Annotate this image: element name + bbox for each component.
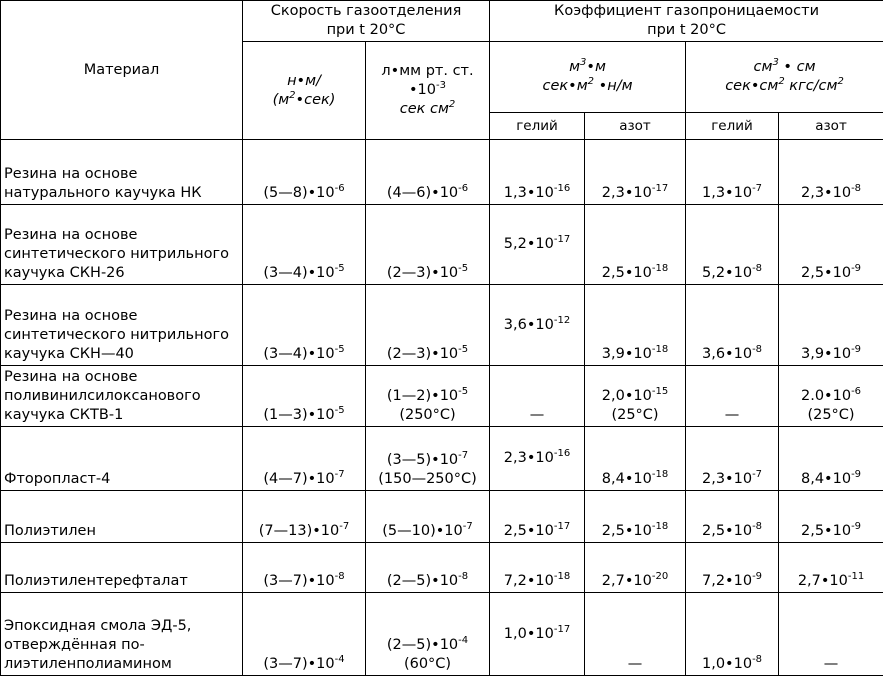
nitrogen-cgs-cell: $2,3•10^{-8}$ [779,140,883,205]
permeability-unit-si-num: $м^3•м$ [493,58,682,77]
table-row [1,593,883,676]
table-row [1,205,883,285]
permeability-header [490,1,883,42]
nitrogen-cgs-cell: $2.0•10^{-6}$ (25°C) [779,366,883,427]
outgassing-torr-cell: $(2—5)•10^{-8}$ [366,543,490,593]
permeability-condition: при t 20°C [493,21,880,40]
nitrogen-si-cell: $2,5•10^{-18}$ [585,205,686,285]
material-cell: Резина на основе синтетического нитрильного каучука СКН—40 [1,285,243,366]
outgassing-unit-torr-den: сек $см^2$ [369,100,486,119]
helium-si-cell: $2,3•10^{-16}$ [490,427,585,491]
helium-si-cell: $1,3•10^{-16}$ [490,140,585,205]
helium-cgs-cell: — [686,366,779,427]
nitrogen-cgs-header: азот [779,113,883,140]
permeability-unit-cgs-num: $см^3$ • см [689,58,880,77]
outgassing-si-cell: $(5—8)•10^{-6}$ [243,140,366,205]
outgassing-unit-si-num: н•м/ [246,72,362,91]
material-cell: Полиэтилен [1,491,243,543]
outgassing-title: Скорость газоотделения [246,2,486,21]
outgassing-torr-cell: $(2—3)•10^{-5}$ [366,285,490,366]
nitrogen-si-cell: $2,5•10^{-18}$ [585,491,686,543]
outgassing-si-cell: $(3—7)•10^{-8}$ [243,543,366,593]
material-cell: Резина на основе синтетического нитрильного каучука СКН-26 [1,205,243,285]
helium-si-cell: $5,2•10^{-17}$ [490,205,585,285]
permeability-unit-cgs-den: $сек•см^2$ кгс/$см^2$ [689,77,880,96]
outgassing-unit-torr-mult: $•10^{-3}$ [369,81,486,100]
material-cell: Резина на основе поливинилсилоксанового каучука СКТВ-1 [1,366,243,427]
permeability-unit-si-den: $сек•м^2$ •н/м [493,77,682,96]
outgassing-unit-torr-num: л•мм рт. ст. [369,62,486,81]
helium-cgs-cell: $3,6•10^{-8}$ [686,285,779,366]
helium-cgs-cell: $2,5•10^{-8}$ [686,491,779,543]
helium-si-cell: $1,0•10^{-17}$ [490,593,585,676]
outgassing-torr-cell: $(4—6)•10^{-6}$ [366,140,490,205]
outgassing-si-cell: $(3—4)•10^{-5}$ [243,285,366,366]
material-cell: Фторопласт-4 [1,427,243,491]
helium-si-header: гелий [490,113,585,140]
helium-cgs-cell: $7,2•10^{-9}$ [686,543,779,593]
material-header: Материал [1,1,243,140]
outgassing-torr-cell: $(2—3)•10^{-5}$ [366,205,490,285]
nitrogen-cgs-cell: $2,5•10^{-9}$ [779,491,883,543]
table-body [1,140,883,676]
outgassing-torr-cell: $(5—10)•10^{-7}$ [366,491,490,543]
table-row [1,491,883,543]
table-row [1,366,883,427]
helium-cgs-cell: $5,2•10^{-8}$ [686,205,779,285]
table-row [1,285,883,366]
helium-si-cell: $7,2•10^{-18}$ [490,543,585,593]
permeability-title: Коэффициент газопроницаемости [493,2,880,21]
nitrogen-si-cell: $8,4•10^{-18}$ [585,427,686,491]
outgassing-unit-si [243,42,366,140]
nitrogen-si-cell: — [585,593,686,676]
helium-cgs-cell: $1,0•10^{-8}$ [686,593,779,676]
outgassing-si-cell: $(1—3)•10^{-5}$ [243,366,366,427]
nitrogen-si-cell: $2,0•10^{-15}$ (25°C) [585,366,686,427]
nitrogen-cgs-cell: $8,4•10^{-9}$ [779,427,883,491]
nitrogen-si-header: азот [585,113,686,140]
nitrogen-si-cell: $2,3•10^{-17}$ [585,140,686,205]
nitrogen-si-cell: $3,9•10^{-18}$ [585,285,686,366]
helium-si-cell: $2,5•10^{-17}$ [490,491,585,543]
nitrogen-cgs-cell: — [779,593,883,676]
outgassing-si-cell: $(4—7)•10^{-7}$ [243,427,366,491]
nitrogen-cgs-cell: $3,9•10^{-9}$ [779,285,883,366]
material-cell: Резина на основе натурального каучука НК [1,140,243,205]
helium-cgs-cell: $2,3•10^{-7}$ [686,427,779,491]
table-row [1,140,883,205]
nitrogen-cgs-cell: $2,7•10^{-11}$ [779,543,883,593]
outgassing-condition: при t 20°C [246,21,486,40]
material-cell: Эпоксидная смола ЭД-5, отверждённая по-лиэтиленполиамином [1,593,243,676]
helium-si-cell: $3,6•10^{-12}$ [490,285,585,366]
table-row [1,543,883,593]
nitrogen-cgs-cell: $2,5•10^{-9}$ [779,205,883,285]
outgassing-unit-si-den: $(м^2•сек)$ [246,91,362,110]
helium-cgs-cell: $1,3•10^{-7}$ [686,140,779,205]
helium-cgs-header: гелий [686,113,779,140]
outgassing-unit-torr [366,42,490,140]
outgassing-torr-cell: $(1—2)•10^{-5}$ (250°C) [366,366,490,427]
outgassing-si-cell: $(3—4)•10^{-5}$ [243,205,366,285]
outgassing-torr-cell: $(3—5)•10^{-7}$ (150—250°C) [366,427,490,491]
outgassing-si-cell: $(3—7)•10^{-4}$ [243,593,366,676]
table-row [1,427,883,491]
outgassing-torr-cell: $(2—5)•10^{-4}$ (60°C) [366,593,490,676]
outgassing-si-cell: $(7—13)•10^{-7}$ [243,491,366,543]
helium-si-cell: — [490,366,585,427]
material-cell: Полиэтилентерефталат [1,543,243,593]
nitrogen-si-cell: $2,7•10^{-20}$ [585,543,686,593]
permeability-unit-cgs [686,42,883,113]
outgassing-header [243,1,490,42]
permeability-unit-si [490,42,686,113]
